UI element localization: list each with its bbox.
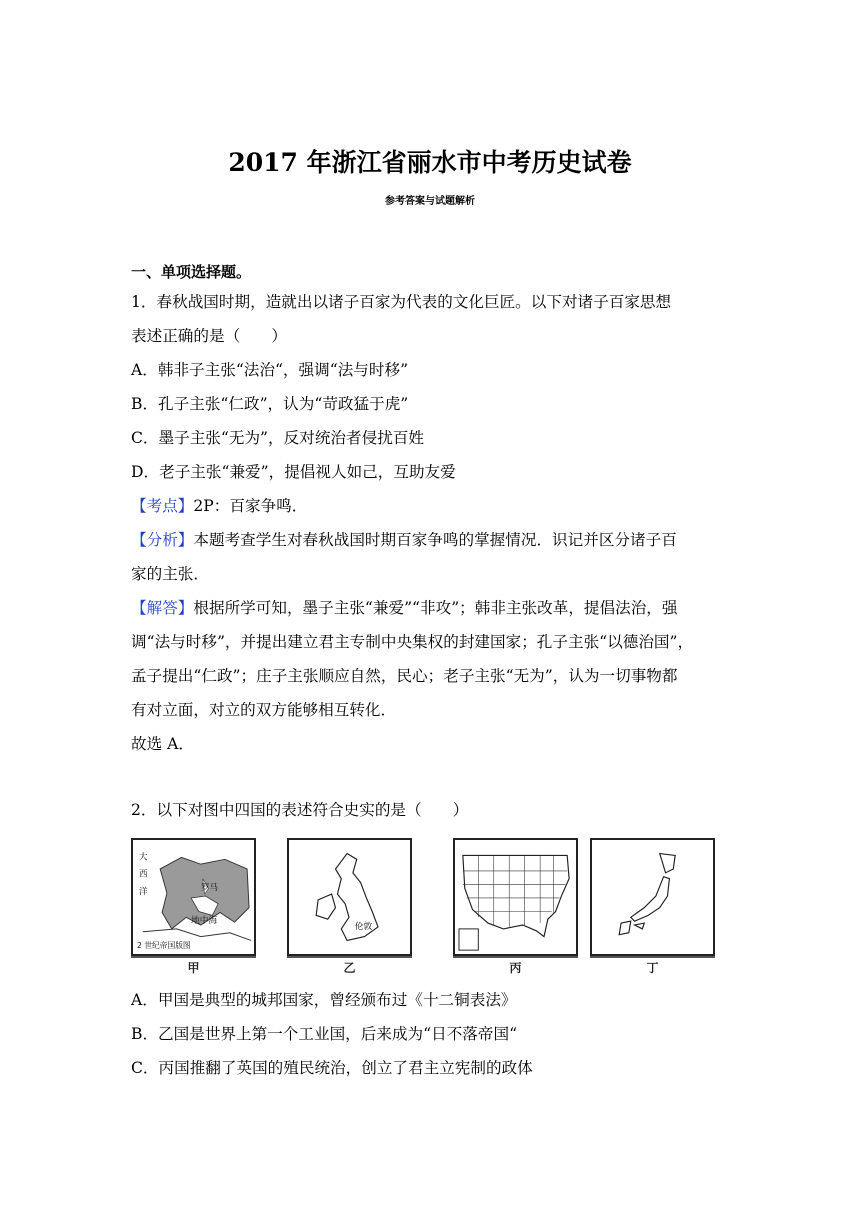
q1-fenxi	[131, 530, 677, 550]
q1-option-b: B．孔子主张“仁政”，认为“苛政猛于虎”	[131, 395, 409, 413]
q1-option-c: C．墨子主张“无为”，反对统治者侵扰百姓	[131, 429, 424, 447]
map1-text-4: 地中海	[191, 916, 218, 927]
map-britain	[287, 838, 412, 956]
jieda-text-line4: 有对立面，对立的双方能够相互转化．	[131, 701, 397, 719]
map1-text-2: 洋	[138, 887, 148, 898]
jieda-text-line1: 根据所学可知，墨子主张“兼爱”“非攻”；韩非主张改革，提倡法治，强	[193, 599, 678, 617]
q2-option-c: C．丙国推翻了英国的殖民统治，创立了君主立宪制的政体	[131, 1059, 533, 1077]
q1-kaodian	[131, 496, 307, 516]
map1-text-5: 2 世纪帝国版图	[136, 941, 191, 951]
roman-empire-map-image	[133, 840, 254, 954]
q2-option-b: B．乙国是世界上第一个工业国，后来成为“日不落帝国“	[131, 1025, 518, 1043]
q2-map-strip	[131, 838, 721, 978]
q1-stem-line2: 表述正确的是（ ）	[131, 327, 287, 345]
map1-text-3: 罗马	[200, 883, 219, 894]
britain-map-image	[289, 840, 410, 954]
q1-jieda	[131, 598, 678, 618]
q1-answer: 故选 A．	[131, 735, 194, 753]
map-label-yi: 乙	[287, 959, 412, 976]
map-japan	[590, 838, 715, 956]
map-usa	[453, 838, 578, 956]
map-label-bing: 丙	[453, 959, 578, 976]
map1-text-0: 大	[138, 852, 148, 863]
fenxi-text-line2: 家的主张．	[131, 565, 209, 583]
section-heading: 一、单项选择题。	[131, 263, 252, 281]
page-subtitle: 参考答案与试题解析	[385, 196, 475, 207]
japan-map-image	[592, 840, 713, 954]
map2-text-0: 伦敦	[354, 921, 373, 932]
map-label-ding: 丁	[590, 959, 715, 976]
kaodian-tag: 【考点】	[131, 497, 194, 515]
jieda-text-line3: 孟子提出“仁政”；庄子主张顺应自然，民心；老子主张“无为”，认为一切事物都	[131, 667, 678, 685]
jieda-text-line2: 调“法与时移”，并提出建立君主专制中央集权的封建国家；孔子主张“以德治国”，	[131, 633, 694, 651]
q2-stem: 2．以下对图中四国的表述符合史实的是（ ）	[131, 801, 469, 819]
q1-option-a: A．韩非子主张“法治“，强调“法与时移”	[131, 361, 409, 379]
fenxi-tag: 【分析】	[131, 531, 194, 549]
map-roman-empire	[131, 838, 256, 956]
q1-option-d: D．老子主张“兼爱”，提倡视人如己，互助友爱	[131, 463, 456, 481]
usa-map-image	[455, 840, 576, 954]
page-title: 2017 年浙江省丽水市中考历史试卷	[228, 148, 632, 177]
q1-stem-line1: 1．春秋战国时期，造就出以诸子百家为代表的文化巨匠。以下对诸子百家思想	[131, 293, 672, 311]
q2-option-a: A．甲国是典型的城邦国家，曾经颁布过《十二铜表法》	[131, 991, 517, 1009]
map-label-jia: 甲	[131, 959, 256, 976]
map1-text-1: 西	[138, 869, 148, 880]
fenxi-text-line1: 本题考查学生对春秋战国时期百家争鸣的掌握情况．识记并区分诸子百	[193, 531, 677, 549]
jieda-tag: 【解答】	[131, 599, 194, 617]
kaodian-text: 2P：百家争鸣．	[193, 497, 308, 515]
